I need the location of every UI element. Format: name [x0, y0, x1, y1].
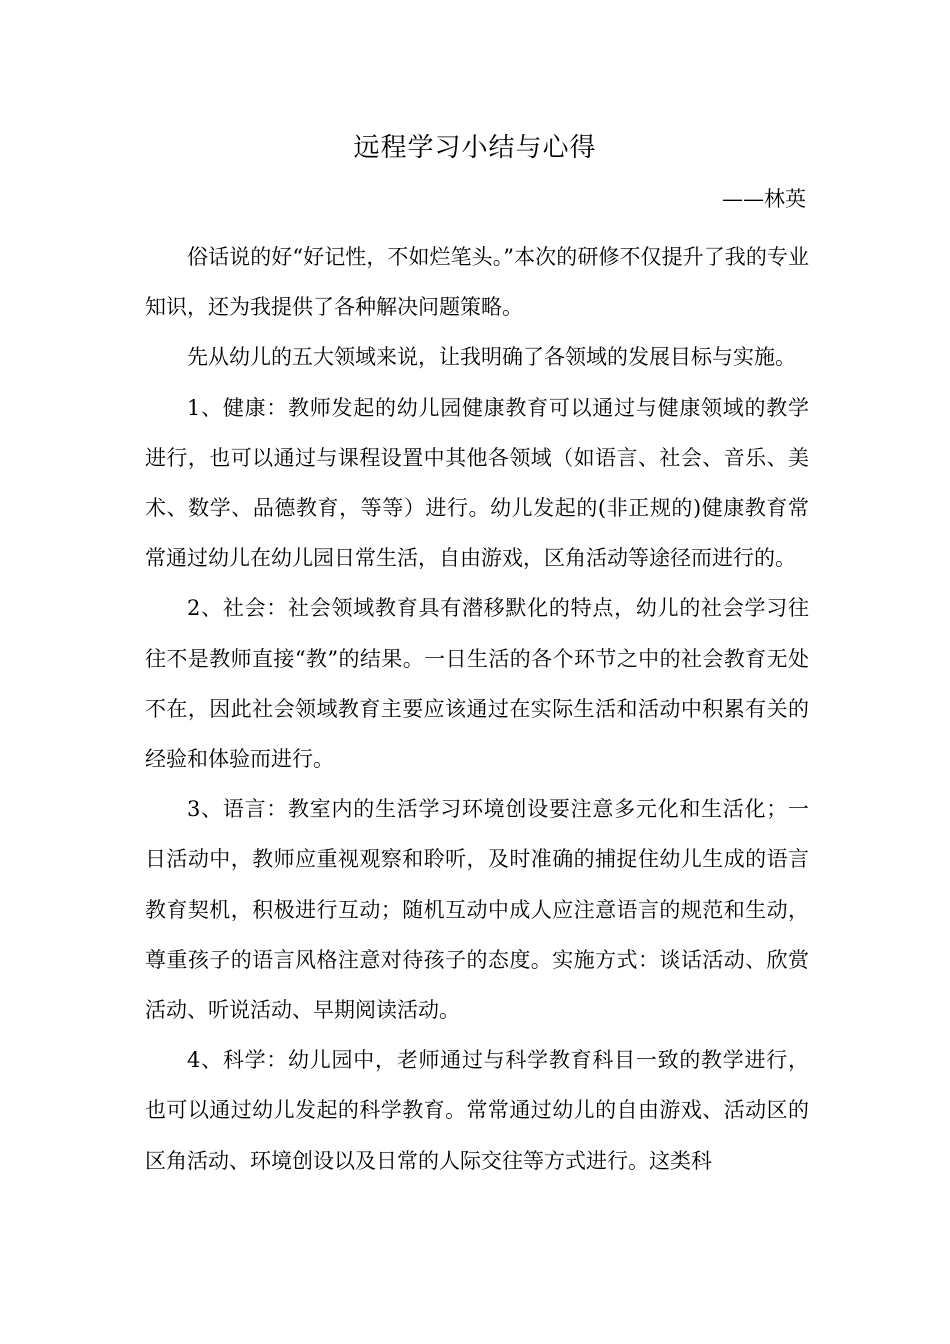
paragraph-intro: 俗话说的好“好记性，不如烂笔头。”本次的研修不仅提升了我的专业知识，还为我提供了各种解决问题策略。	[145, 245, 809, 320]
document-body	[145, 232, 809, 1186]
paragraph-science: 4、科学：幼儿园中，老师通过与科学教育科目一致的教学进行，也可以通过幼儿发起的科学教育。常常通过幼儿的自由游戏、活动区的区角活动、环境创设以及日常的人际交往等方式进行。这类科	[145, 1048, 809, 1173]
paragraph-overview: 先从幼儿的五大领域来说，让我明确了各领域的发展目标与实施。	[187, 345, 796, 370]
paragraph-health: 1、健康：教师发起的幼儿园健康教育可以通过与健康领域的教学进行，也可以通过与课程设置中其他各领域（如语言、社会、音乐、美术、数学、品德教育，等等）进行。幼儿发起的(非正规的)健康教育常常通过幼儿在幼儿园日常生活，自由游戏，区角活动等途径而进行的。	[145, 395, 809, 571]
document-title: 远程学习小结与心得	[353, 133, 597, 163]
paragraph-language: 3、语言：教室内的生活学习环境创设要注意多元化和生活化；一日活动中，教师应重视观察和聆听，及时准确的捕捉住幼儿生成的语言教育契机，积极进行互动；随机互动中成人应注意语言的规范和生动，尊重孩子的语言风格注意对待孩子的态度。实施方式：谈话活动、欣赏活动、听说活动、早期阅读活动。	[145, 797, 809, 1023]
document-author: ——林英	[722, 187, 806, 211]
paragraph-society: 2、社会：社会领域教育具有潜移默化的特点，幼儿的社会学习往往不是教师直接“教”的结果。一日生活的各个环节之中的社会教育无处不在，因此社会领域教育主要应该通过在实际生活和活动中积累有关的经验和体验而进行。	[145, 596, 809, 772]
